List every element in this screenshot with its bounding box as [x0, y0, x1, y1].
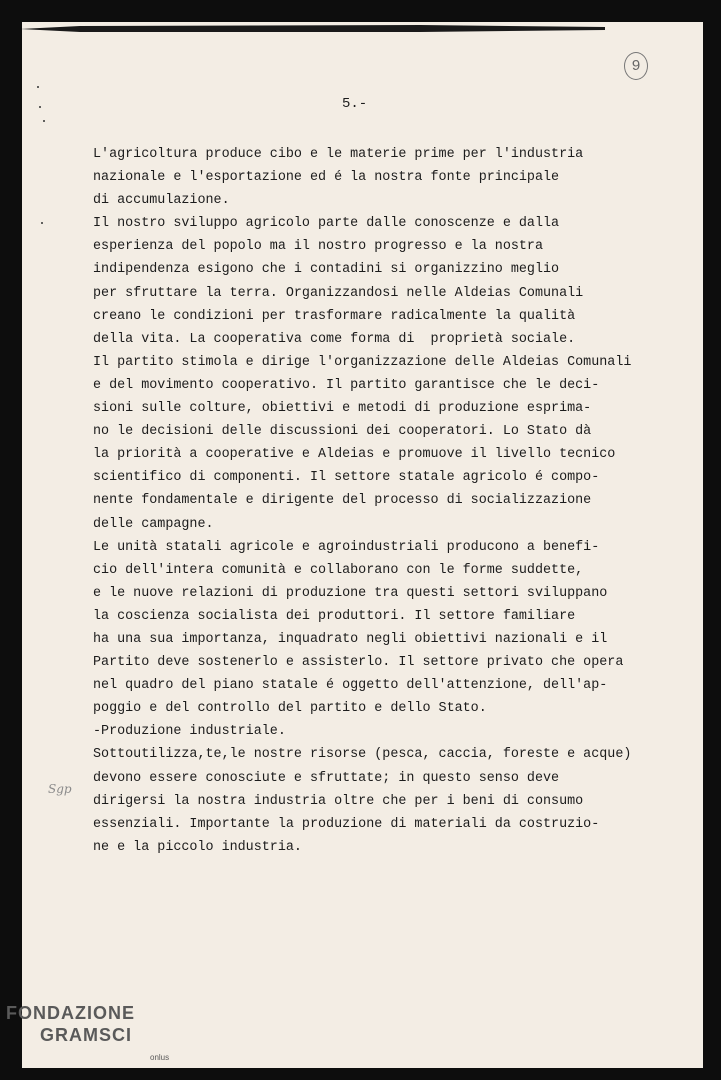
text-line: devono essere conosciute e sfruttate; in questo senso deve: [93, 770, 560, 786]
text-line: Il nostro sviluppo agricolo parte dalle conoscenze e dalla: [93, 216, 560, 232]
text-line: Le unità statali agricole e agroindustriali producono a benefi-: [93, 539, 600, 555]
fondazione-gramsci-watermark: [6, 1002, 170, 1062]
body-text: [93, 143, 663, 859]
text-line: no le decisioni delle discussioni dei cooperatori. Lo Stato dà: [93, 424, 592, 440]
text-line: dirigersi la nostra industria oltre che per i beni di consumo: [93, 793, 584, 809]
text-line: ha una sua importanza, inquadrato negli obiettivi nazionali e il: [93, 631, 608, 647]
text-line: Sottoutilizza,te,le nostre risorse (pesca, caccia, foreste e acque): [93, 747, 632, 763]
text-line: nente fondamentale e dirigente del processo di socializzazione: [93, 493, 592, 509]
text-line: Il partito stimola e dirige l'organizzazione delle Aldeias Comunali: [93, 354, 632, 370]
text-line: nel quadro del piano statale é oggetto dell'attenzione, dell'ap-: [93, 678, 608, 694]
text-line: la priorità a cooperative e Aldeias e promuove il livello tecnico: [93, 447, 616, 463]
text-line: poggio e del controllo del partito e dello Stato.: [93, 701, 487, 717]
text-line: essenziali. Importante la produzione di materiali da costruzio-: [93, 816, 600, 832]
text-line: e del movimento cooperativo. Il partito garantisce che le deci-: [93, 377, 600, 393]
text-line: di accumulazione.: [93, 193, 230, 209]
binding-hole-mark: [37, 86, 39, 88]
text-line: della vita. La cooperativa come forma di proprietà sociale.: [93, 331, 576, 347]
binding-hole-mark: [41, 222, 43, 224]
text-line: Partito deve sostenerlo e assisterlo. Il settore privato che opera: [93, 655, 624, 671]
text-line: indipendenza esigono che i contadini si organizzino meglio: [93, 262, 560, 278]
text-line: e le nuove relazioni di produzione tra questi settori sviluppano: [93, 585, 608, 601]
binding-hole-mark: [43, 120, 45, 122]
watermark-line-2: GRAMSCI: [40, 1025, 132, 1045]
binding-hole-mark: [39, 106, 41, 108]
watermark-line-3: onlus: [150, 1053, 170, 1062]
archive-number: 9: [624, 52, 648, 80]
watermark-line-1: FONDAZIONE: [6, 1003, 135, 1023]
text-line: la coscienza socialista dei produttori. Il settore familiare: [93, 608, 576, 624]
text-line: nazionale e l'esportazione ed é la nostra fonte principale: [93, 170, 560, 186]
page-number: 5.-: [342, 96, 368, 112]
text-line: cio dell'intera comunità e collaborano con le forme suddette,: [93, 562, 584, 578]
text-line: creano le condizioni per trasformare radicalmente la qualità: [93, 308, 576, 324]
text-line: per sfruttare la terra. Organizzandosi nelle Aldeias Comunali: [93, 285, 584, 301]
scan-edge-shadow: [20, 24, 605, 34]
text-line: esperienza del popolo ma il nostro progresso e la nostra: [93, 239, 543, 255]
handwritten-margin-note: Sgp: [48, 782, 72, 796]
text-line: sioni sulle colture, obiettivi e metodi di produzione esprima-: [93, 401, 592, 417]
text-line: delle campagne.: [93, 516, 214, 532]
text-line: L'agricoltura produce cibo e le materie prime per l'industria: [93, 147, 584, 162]
text-line: ne e la piccolo industria.: [93, 839, 302, 855]
text-line: scientifico di componenti. Il settore statale agricolo é compo-: [93, 470, 600, 486]
section-heading: -Produzione industriale.: [93, 724, 286, 740]
